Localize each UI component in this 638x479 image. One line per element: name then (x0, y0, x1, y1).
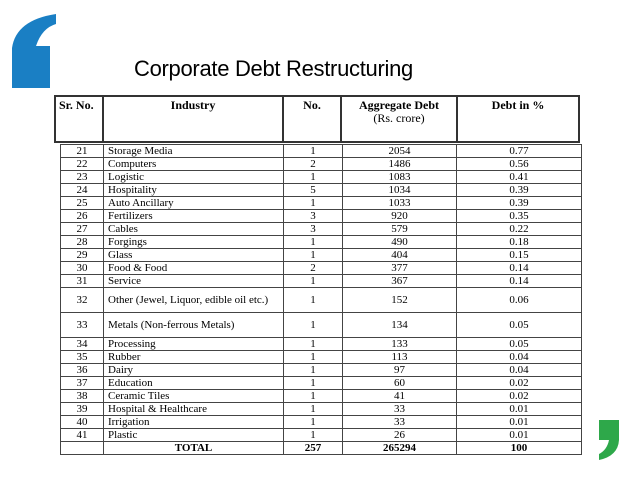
total-no: 257 (284, 442, 343, 455)
table-cell-percent: 0.04 (457, 364, 582, 377)
table-cell-industry: Hospitality (104, 184, 284, 197)
table-cell-sr: 26 (61, 210, 104, 223)
table-cell-debt: 152 (343, 288, 457, 313)
table-row (61, 351, 582, 364)
table-cell-industry: Service (104, 275, 284, 288)
table-cell-industry: Irrigation (104, 416, 284, 429)
data-table (60, 144, 582, 455)
table-row (61, 223, 582, 236)
table-cell-percent: 0.15 (457, 249, 582, 262)
table-row (61, 403, 582, 416)
table-cell-debt: 2054 (343, 145, 457, 158)
table-cell-no: 3 (284, 210, 343, 223)
table-cell-industry: Rubber (104, 351, 284, 364)
table-cell-no: 1 (284, 171, 343, 184)
table-cell-no: 1 (284, 364, 343, 377)
table-cell-percent: 0.01 (457, 403, 582, 416)
table-row (61, 364, 582, 377)
table-cell-debt: 1486 (343, 158, 457, 171)
table-cell-percent: 0.56 (457, 158, 582, 171)
table-cell-industry: Plastic (104, 429, 284, 442)
table-cell-no: 1 (284, 145, 343, 158)
table-cell-percent: 0.14 (457, 275, 582, 288)
table-row (61, 338, 582, 351)
table-row (61, 145, 582, 158)
header-sr-no: Sr. No. (55, 96, 103, 142)
total-cell-empty (61, 442, 104, 455)
total-percent: 100 (457, 442, 582, 455)
table-cell-debt: 920 (343, 210, 457, 223)
table-cell-industry: Storage Media (104, 145, 284, 158)
table-cell-sr: 32 (61, 288, 104, 313)
table-cell-debt: 377 (343, 262, 457, 275)
table-cell-industry: Hospital & Healthcare (104, 403, 284, 416)
table-cell-no: 1 (284, 249, 343, 262)
table-row (61, 313, 582, 338)
table-cell-debt: 133 (343, 338, 457, 351)
table-row (61, 158, 582, 171)
table-cell-percent: 0.05 (457, 338, 582, 351)
table-cell-industry: Forgings (104, 236, 284, 249)
table-total-row (61, 442, 582, 455)
table-cell-debt: 1083 (343, 171, 457, 184)
table-cell-no: 2 (284, 262, 343, 275)
table-cell-sr: 37 (61, 377, 104, 390)
table-cell-percent: 0.18 (457, 236, 582, 249)
header-debt-percent: Debt in % (457, 96, 579, 142)
table-row (61, 249, 582, 262)
open-quote-icon (12, 14, 58, 88)
table-cell-debt: 97 (343, 364, 457, 377)
table-cell-percent: 0.06 (457, 288, 582, 313)
table-cell-sr: 21 (61, 145, 104, 158)
table-cell-no: 1 (284, 313, 343, 338)
table-cell-sr: 41 (61, 429, 104, 442)
table-cell-sr: 25 (61, 197, 104, 210)
table-row (61, 288, 582, 313)
header-no: No. (283, 96, 341, 142)
table-cell-sr: 22 (61, 158, 104, 171)
table-row (61, 171, 582, 184)
table-cell-no: 5 (284, 184, 343, 197)
table-row (61, 262, 582, 275)
table-cell-debt: 134 (343, 313, 457, 338)
table-cell-no: 1 (284, 288, 343, 313)
table-row (61, 390, 582, 403)
table-row (61, 377, 582, 390)
table-cell-sr: 38 (61, 390, 104, 403)
table-cell-sr: 29 (61, 249, 104, 262)
table-cell-industry: Auto Ancillary (104, 197, 284, 210)
table-cell-no: 1 (284, 377, 343, 390)
header-debt-label: Aggregate Debt (358, 98, 440, 112)
table-cell-industry: Food & Food (104, 262, 284, 275)
table-row (61, 275, 582, 288)
table-cell-sr: 30 (61, 262, 104, 275)
table-cell-industry: Cables (104, 223, 284, 236)
table-cell-debt: 113 (343, 351, 457, 364)
table-cell-sr: 23 (61, 171, 104, 184)
table-cell-percent: 0.02 (457, 377, 582, 390)
table-cell-debt: 41 (343, 390, 457, 403)
header-industry: Industry (103, 96, 283, 142)
table-row (61, 184, 582, 197)
table-cell-no: 1 (284, 403, 343, 416)
table-cell-sr: 31 (61, 275, 104, 288)
table-cell-no: 3 (284, 223, 343, 236)
table-cell-sr: 40 (61, 416, 104, 429)
table-cell-no: 2 (284, 158, 343, 171)
header-aggregate-debt (341, 96, 457, 142)
table-cell-no: 1 (284, 275, 343, 288)
table-cell-industry: Processing (104, 338, 284, 351)
table-cell-debt: 33 (343, 403, 457, 416)
table-cell-percent: 0.01 (457, 429, 582, 442)
table-cell-no: 1 (284, 236, 343, 249)
table-cell-industry: Other (Jewel, Liquor, edible oil etc.) (104, 288, 284, 313)
table-cell-percent: 0.04 (457, 351, 582, 364)
table-cell-industry: Fertilizers (104, 210, 284, 223)
table-row (61, 236, 582, 249)
table-cell-sr: 34 (61, 338, 104, 351)
table-row (61, 197, 582, 210)
table-cell-percent: 0.41 (457, 171, 582, 184)
table-cell-debt: 404 (343, 249, 457, 262)
total-label: TOTAL (104, 442, 284, 455)
table-cell-percent: 0.77 (457, 145, 582, 158)
table-header (54, 95, 580, 143)
table-cell-no: 1 (284, 416, 343, 429)
table-cell-no: 1 (284, 351, 343, 364)
table-row (61, 429, 582, 442)
table-cell-percent: 0.39 (457, 197, 582, 210)
table-cell-sr: 36 (61, 364, 104, 377)
table-cell-sr: 24 (61, 184, 104, 197)
table-cell-industry: Glass (104, 249, 284, 262)
table-cell-no: 1 (284, 390, 343, 403)
table-cell-industry: Dairy (104, 364, 284, 377)
slide-title: Corporate Debt Restructuring (134, 56, 413, 81)
table-cell-no: 1 (284, 197, 343, 210)
table-cell-no: 1 (284, 429, 343, 442)
table-cell-industry: Ceramic Tiles (104, 390, 284, 403)
table-cell-percent: 0.35 (457, 210, 582, 223)
table-cell-industry: Logistic (104, 171, 284, 184)
table-cell-sr: 27 (61, 223, 104, 236)
table-cell-percent: 0.39 (457, 184, 582, 197)
table-cell-sr: 35 (61, 351, 104, 364)
table-cell-percent: 0.22 (457, 223, 582, 236)
table-cell-sr: 33 (61, 313, 104, 338)
table-cell-debt: 60 (343, 377, 457, 390)
close-quote-icon (597, 420, 621, 460)
table-cell-debt: 26 (343, 429, 457, 442)
table-cell-percent: 0.02 (457, 390, 582, 403)
table-cell-debt: 367 (343, 275, 457, 288)
table-cell-sr: 39 (61, 403, 104, 416)
table-cell-percent: 0.05 (457, 313, 582, 338)
table-row (61, 210, 582, 223)
total-debt: 265294 (343, 442, 457, 455)
table-cell-industry: Education (104, 377, 284, 390)
table-cell-percent: 0.14 (457, 262, 582, 275)
table-cell-debt: 490 (343, 236, 457, 249)
table-cell-sr: 28 (61, 236, 104, 249)
table-row (61, 416, 582, 429)
table-cell-industry: Computers (104, 158, 284, 171)
table-cell-no: 1 (284, 338, 343, 351)
table-cell-debt: 33 (343, 416, 457, 429)
header-debt-unit: (Rs. crore) (373, 111, 425, 125)
table-cell-debt: 579 (343, 223, 457, 236)
table-cell-percent: 0.01 (457, 416, 582, 429)
table-cell-debt: 1034 (343, 184, 457, 197)
table-cell-debt: 1033 (343, 197, 457, 210)
table-cell-industry: Metals (Non-ferrous Metals) (104, 313, 284, 338)
